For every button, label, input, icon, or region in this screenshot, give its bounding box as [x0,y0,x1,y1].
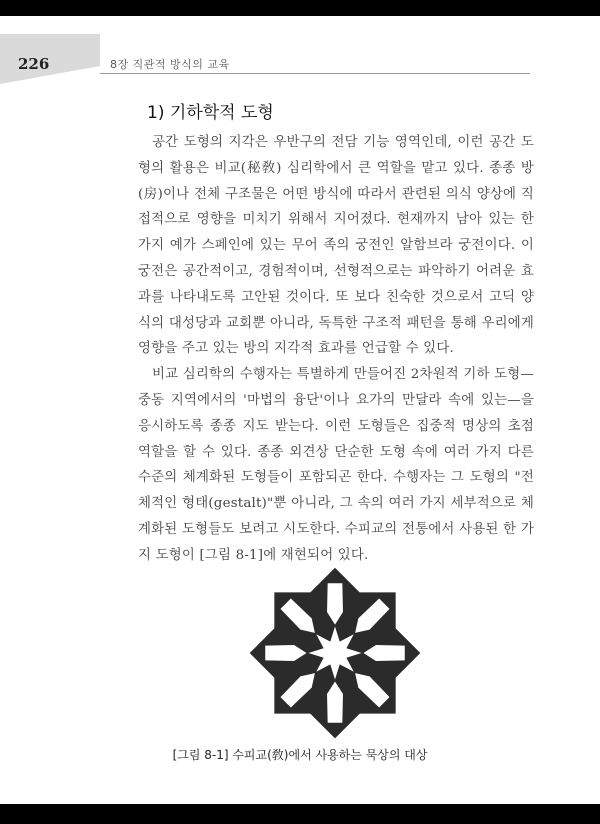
figure-caption: [그림 8-1] 수피교(敎)에서 사용하는 묵상의 대상 [172,748,428,762]
bottom-border [0,804,600,824]
page-number: 226 [18,55,50,73]
page-number-tab [0,34,100,84]
top-border [0,0,600,16]
header-rule [100,73,530,74]
paragraph-2: 비교 심리학의 수행자는 특별하게 만들어진 2차원적 기하 도형—중동 지역에서의 '마법의 융단'이나 요가의 만달라 속에 있는—을 응시하도록 종종 지도 받는다. 이런 도형들은 집중적 명상의 초점 역할을 할 수 있다. 종종 외견상 단순한 도형 속에 여러 가지 다른 수준의 체계화된 도형들이 포함되곤 한다. 수행자는 그 도형의 "전체적인 형태(gestalt)"뿐 아니라, 그 속의 여러 가지 세부적으로 체계화된 도형들도 보려고 시도한다. 수피교의 전통에서 사용된 한 가지 도형이 [그림 8-1]에 재현되어 있다. [138,367,534,563]
section-heading: 1) 기하학적 도형 [147,103,274,123]
paragraph-1: 공간 도형의 지각은 우반구의 전담 기능 영역인데, 이런 공간 도형의 활용은 비교(秘敎) 심리학에서 큰 역할을 맡고 있다. 종종 방(房)이나 전체 구조물은 어떤 방식에 따라서 관련된 의식 양상에 직접적으로 영향을 미치기 위해서 지어졌다. 현재까지 남아 있는 한 가지 예가 스페인에 있는 무어 족의 궁전인 알함브라 궁전이다. 이 궁전은 공간적이고, 경험적이며, 선형적으로는 파악하기 어려운 효과를 나타내도록 고안된 것이다. 또 보다 친숙한 것으로서 고딕 양식의 대성당과 교회뿐 아니라, 독특한 구조적 패턴을 통해 우리에게 영향을 주고 있는 방의 지각적 효과를 언급할 수 있다. [138,135,534,357]
body-text [138,130,534,569]
center-star [308,626,361,679]
running-head: 8장 직관적 방식의 교육 [110,58,230,71]
sufi-figure [240,562,430,744]
